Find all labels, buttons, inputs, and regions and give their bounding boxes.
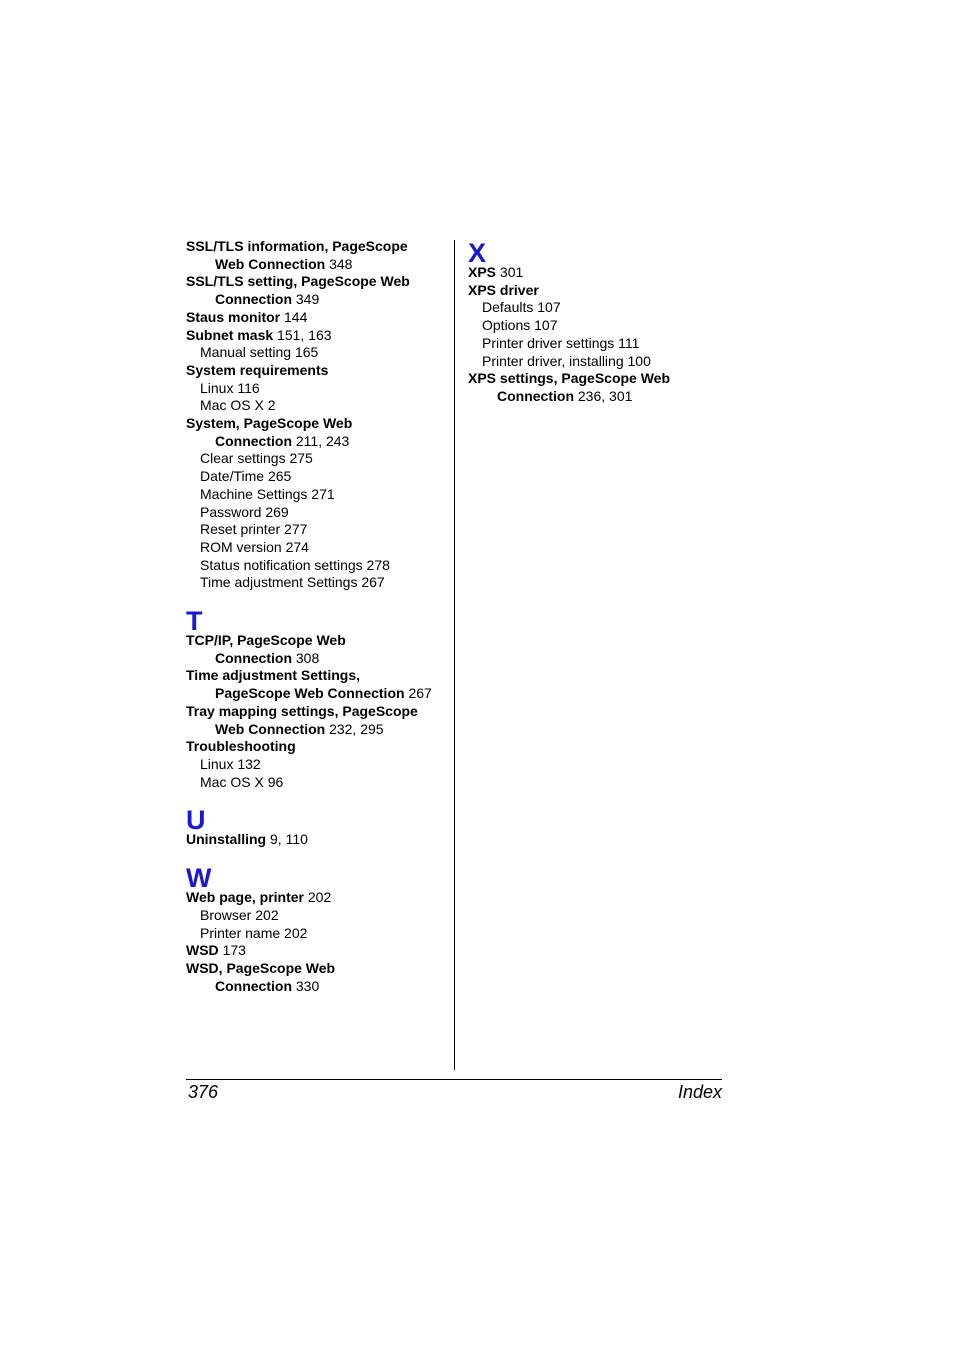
index-term-continuation: Web Connection	[215, 255, 326, 272]
index-pages: 100	[627, 352, 651, 369]
index-pages: 267	[408, 685, 432, 702]
index-pages: 274	[285, 538, 309, 555]
index-subentry	[186, 521, 446, 539]
index-pages: 308	[295, 649, 320, 666]
index-subentry	[186, 539, 446, 557]
index-entry	[186, 831, 446, 849]
index-pages: 269	[265, 503, 289, 520]
index-pages: 202	[307, 889, 332, 906]
index-term: Uninstalling	[186, 831, 267, 848]
index-term: Troubleshooting	[186, 738, 296, 755]
index-subentry	[468, 317, 728, 335]
index-pages: 211, 243	[295, 432, 350, 449]
index-entry	[186, 667, 446, 702]
index-letter-heading: X	[468, 238, 487, 268]
index-pages: 202	[255, 906, 279, 923]
index-pages: 278	[366, 556, 390, 573]
index-pages: 107	[537, 299, 561, 316]
index-pages: 330	[295, 977, 320, 994]
index-entry	[468, 282, 728, 300]
index-term: WSD	[186, 942, 219, 959]
index-subentry	[186, 380, 446, 398]
index-term: Machine Settings	[200, 485, 308, 502]
index-term: System, PageScope Web	[186, 415, 353, 432]
index-subentry	[186, 557, 446, 575]
index-subentry	[186, 574, 446, 592]
index-column-left	[186, 238, 446, 995]
index-term: WSD, PageScope Web	[186, 959, 336, 976]
index-term: Printer name	[200, 924, 281, 941]
index-entry	[186, 942, 446, 960]
index-pages: 2	[267, 397, 276, 414]
index-term: Tray mapping settings, PageScope	[186, 702, 418, 719]
index-pages: 116	[237, 379, 260, 396]
index-entry	[186, 738, 446, 756]
index-subentry	[468, 353, 728, 371]
index-subentry	[186, 774, 446, 792]
index-entry	[186, 703, 446, 738]
index-pages: 349	[295, 291, 320, 308]
index-term: Status notification settings	[200, 556, 363, 573]
index-column-right	[468, 238, 728, 406]
index-pages: 277	[284, 521, 308, 538]
index-pages: 301	[499, 264, 524, 280]
index-subentry	[186, 344, 446, 362]
index-entry	[186, 960, 446, 995]
index-entry	[186, 889, 446, 907]
index-entry	[186, 632, 446, 667]
index-letter-heading: W	[186, 863, 212, 894]
index-pages: 202	[284, 924, 308, 941]
index-pages: 132	[237, 755, 261, 772]
index-term: System requirements	[186, 361, 329, 378]
index-term: Password	[200, 503, 262, 520]
index-subentry	[186, 468, 446, 486]
page-number: 376	[188, 1082, 219, 1102]
section-name: Index	[677, 1082, 722, 1102]
index-pages: 151, 163	[277, 326, 332, 343]
index-pages: 271	[311, 485, 335, 502]
index-pages: 232, 295	[329, 720, 384, 737]
index-entry	[468, 264, 728, 282]
index-term: Linux	[200, 755, 234, 772]
index-pages: 173	[222, 942, 246, 959]
index-term: Browser	[200, 906, 252, 923]
index-term-continuation: Connection	[215, 977, 292, 994]
index-term-continuation: Connection	[497, 387, 574, 404]
index-term: Mac OS X	[200, 773, 264, 790]
index-subentry	[186, 925, 446, 943]
index-term: Printer driver settings	[482, 334, 615, 351]
index-term: Time adjustment Settings	[200, 574, 358, 591]
index-term-continuation: Connection	[215, 291, 292, 308]
index-term: Defaults	[482, 299, 534, 316]
index-subentry	[186, 504, 446, 522]
index-term: SSL/TLS information, PageScope	[186, 238, 408, 254]
index-pages: 107	[534, 317, 558, 334]
index-pages: 348	[329, 255, 353, 272]
index-term: XPS settings, PageScope Web	[468, 370, 671, 387]
index-term: Date/Time	[200, 468, 265, 485]
index-pages: 96	[267, 773, 284, 790]
index-entry	[186, 362, 446, 380]
index-entry	[186, 415, 446, 450]
index-pages: 267	[361, 574, 385, 591]
index-term: Staus monitor	[186, 308, 281, 325]
index-term: Options	[482, 317, 531, 334]
index-pages: 144	[284, 308, 308, 325]
index-pages: 275	[289, 450, 313, 467]
index-term: ROM version	[200, 538, 282, 555]
footer-rule	[186, 1079, 722, 1080]
index-pages: 236, 301	[577, 387, 633, 404]
index-term: XPS	[468, 264, 497, 280]
index-term: Mac OS X	[200, 397, 264, 414]
index-entry	[468, 370, 728, 405]
index-entry	[186, 327, 446, 345]
index-term: Printer driver, installing	[482, 352, 624, 369]
index-term: Reset printer	[200, 521, 281, 538]
index-term-continuation: Connection	[215, 649, 292, 666]
index-term: Linux	[200, 379, 234, 396]
index-pages: 9, 110	[270, 831, 308, 848]
index-subentry	[468, 299, 728, 317]
index-subentry	[186, 756, 446, 774]
index-letter-heading: T	[186, 606, 203, 637]
index-term-continuation: PageScope Web Connection	[215, 685, 405, 702]
index-subentry	[186, 397, 446, 415]
index-term: Manual setting	[200, 344, 292, 361]
index-term-continuation: Web Connection	[215, 720, 326, 737]
index-subentry	[186, 907, 446, 925]
index-term: Clear settings	[200, 450, 286, 467]
index-pages: 165	[294, 344, 319, 361]
index-term: XPS driver	[468, 281, 539, 298]
index-entry	[186, 238, 446, 273]
index-term: Time adjustment Settings,	[186, 667, 360, 684]
index-pages: 265	[267, 468, 292, 485]
index-subentry	[468, 335, 728, 353]
index-term: SSL/TLS setting, PageScope Web	[186, 273, 410, 290]
index-subentry	[186, 486, 446, 504]
index-term-continuation: Connection	[215, 432, 292, 449]
index-pages: 111	[618, 334, 640, 351]
column-divider	[454, 240, 455, 1070]
index-entry	[186, 273, 446, 308]
index-entry	[186, 309, 446, 327]
index-term: TCP/IP, PageScope Web	[186, 632, 346, 649]
index-term: Web page, printer	[186, 889, 304, 906]
index-letter-heading: U	[186, 805, 206, 836]
index-term: Subnet mask	[186, 326, 274, 343]
index-subentry	[186, 450, 446, 468]
